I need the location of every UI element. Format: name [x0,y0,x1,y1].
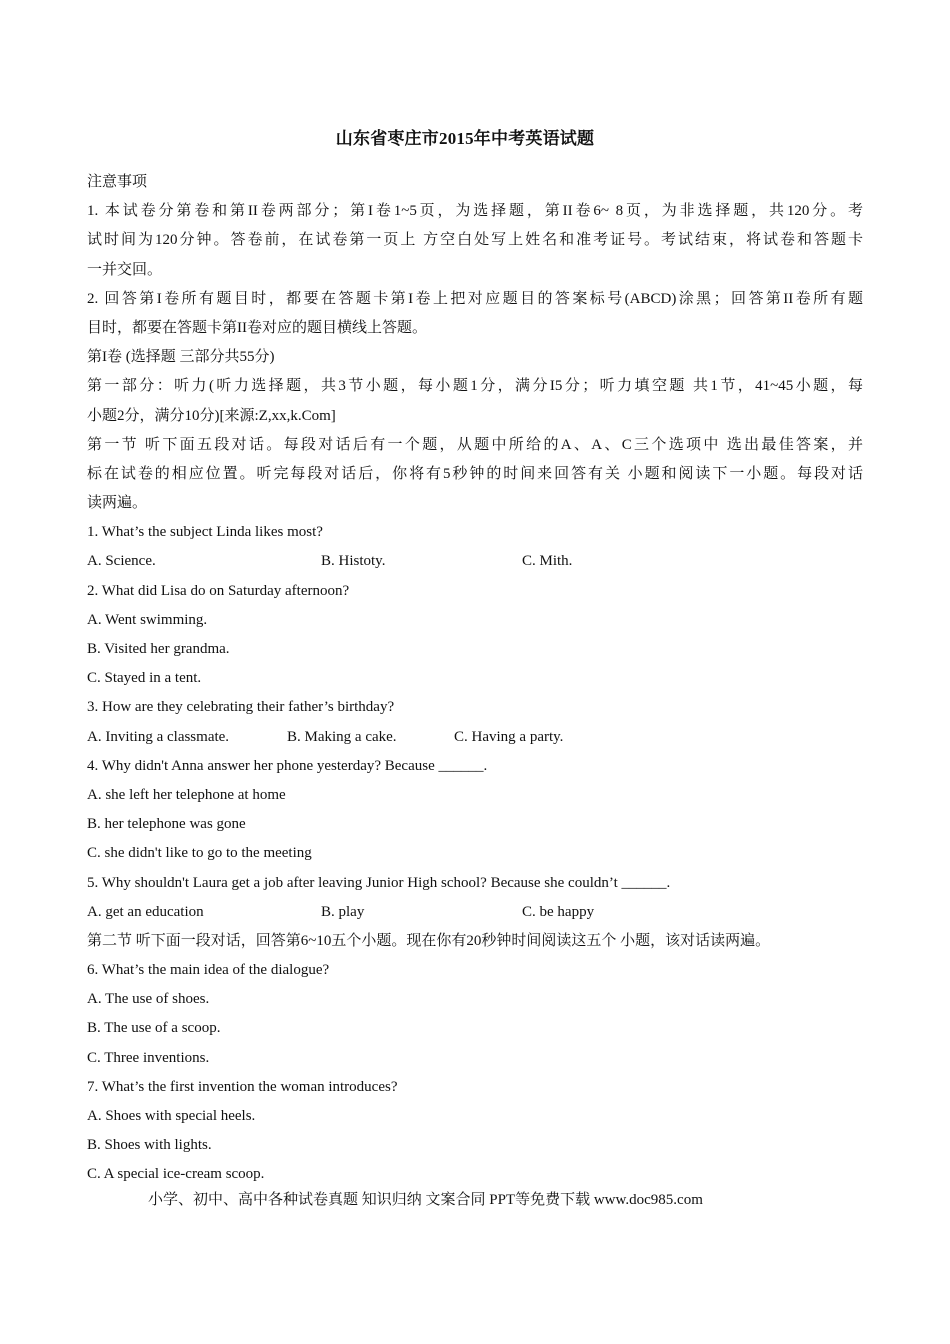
question-4-option-a: A. she left her telephone at home [87,786,286,803]
question-6-option-b: B. The use of a scoop. [87,1020,221,1037]
question-5-option-a: A. get an education [87,903,204,920]
question-4-stem: 4. Why didn't Anna answer her phone yesterday? Because ______. [87,757,488,774]
question-7-stem: 7. What’s the first invention the woman introduces? [87,1078,398,1095]
volume-1-heading: 第I卷 (选择题 三部分共55分) [87,349,275,366]
part-1-line-2: 小题2分，满分10分)[来源:Z,xx,k.Com] [87,407,336,424]
question-6-option-c: C. Three inventions. [87,1049,210,1066]
section-1-line-2: 标在试卷的相应位置。听完每段对话后，你将有5秒钟的时间来回答有关 小题和阅读下一小题。每段对话 [87,465,863,482]
question-1-option-a: A. Science. [87,553,156,570]
question-3-option-a: A. Inviting a classmate. [87,728,230,745]
question-6-stem: 6. What’s the main idea of the dialogue? [87,962,330,979]
part-1-line-1: 第一部分：听力(听力选择题，共3节小题，每小题1分，满分I5分；听力填空题 共1节，41~45小题，每 [87,378,863,395]
question-2-option-c: C. Stayed in a tent. [87,670,202,687]
question-4-option-c: C. she didn't like to go to the meeting [87,845,312,862]
question-1-stem: 1. What’s the subject Linda likes most? [87,524,323,541]
notice-2-line-2: 目时，都要在答题卡第II卷对应的题目横线上答题。 [87,319,427,336]
document-title: 山东省枣庄市2015年中考英语试题 [335,129,595,148]
question-5-option-b: B. play [321,903,365,920]
question-3-stem: 3. How are they celebrating their father’s birthday? [87,699,395,716]
section-1-line-3: 读两遍。 [87,495,148,512]
question-5-stem: 5. Why shouldn't Laura get a job after leaving Junior High school? Because she couldn’t ______. [87,874,671,891]
notice-1-line-1: 1. 本试卷分第卷和第II卷两部分；第I卷1~5页，为选择题，第II卷6~ 8页，为非选择题，共120分。考 [87,203,863,220]
question-3-option-b: B. Making a cake. [287,728,397,745]
question-7-option-a: A. Shoes with special heels. [87,1108,256,1124]
notice-1-line-3: 一并交回。 [87,261,163,278]
notice-heading: 注意事项 [87,174,148,190]
page-footer: 小学、初中、高中各种试卷真题 知识归纳 文案合同 PPT等免费下载 www.doc985.com [148,1192,703,1208]
question-5-options [87,898,863,927]
notice-1-line-2: 试时间为120分钟。答卷前，在试卷第一页上 方空白处写上姓名和准考证号。考试结束，将试卷和答题卡 [87,232,863,249]
question-1-option-c: C. Mith. [522,553,573,570]
question-2-option-b: B. Visited her grandma. [87,641,230,657]
question-3-options [87,723,863,752]
section-2-line: 第二节 听下面一段对话，回答第6~10五个小题。现在你有20秒钟时间阅读这五个 小题，该对话读两遍。 [87,932,771,949]
question-5-option-c: C. be happy [522,903,595,920]
notice-2-line-1: 2. 回答第I卷所有题目时，都要在答题卡第I卷上把对应题目的答案标号(ABCD)涂黑；回答第II卷所有题 [87,290,863,307]
question-1-options [87,547,863,576]
question-1-option-b: B. Histoty. [321,553,386,570]
question-7-option-c: C. A special ice-cream scoop. [87,1166,265,1183]
section-1-line-1: 第一节 听下面五段对话。每段对话后有一个题，从题中所给的A、A、C三个选项中 选出最佳答案，并 [87,436,863,453]
document-body [87,168,863,1190]
question-2-stem: 2. What did Lisa do on Saturday afternoon? [87,582,350,599]
question-6-option-a: A. The use of shoes. [87,991,210,1008]
question-3-option-c: C. Having a party. [454,728,564,745]
question-7-option-b: B. Shoes with lights. [87,1137,212,1154]
question-4-option-b: B. her telephone was gone [87,816,246,833]
question-2-option-a: A. Went swimming. [87,611,208,628]
